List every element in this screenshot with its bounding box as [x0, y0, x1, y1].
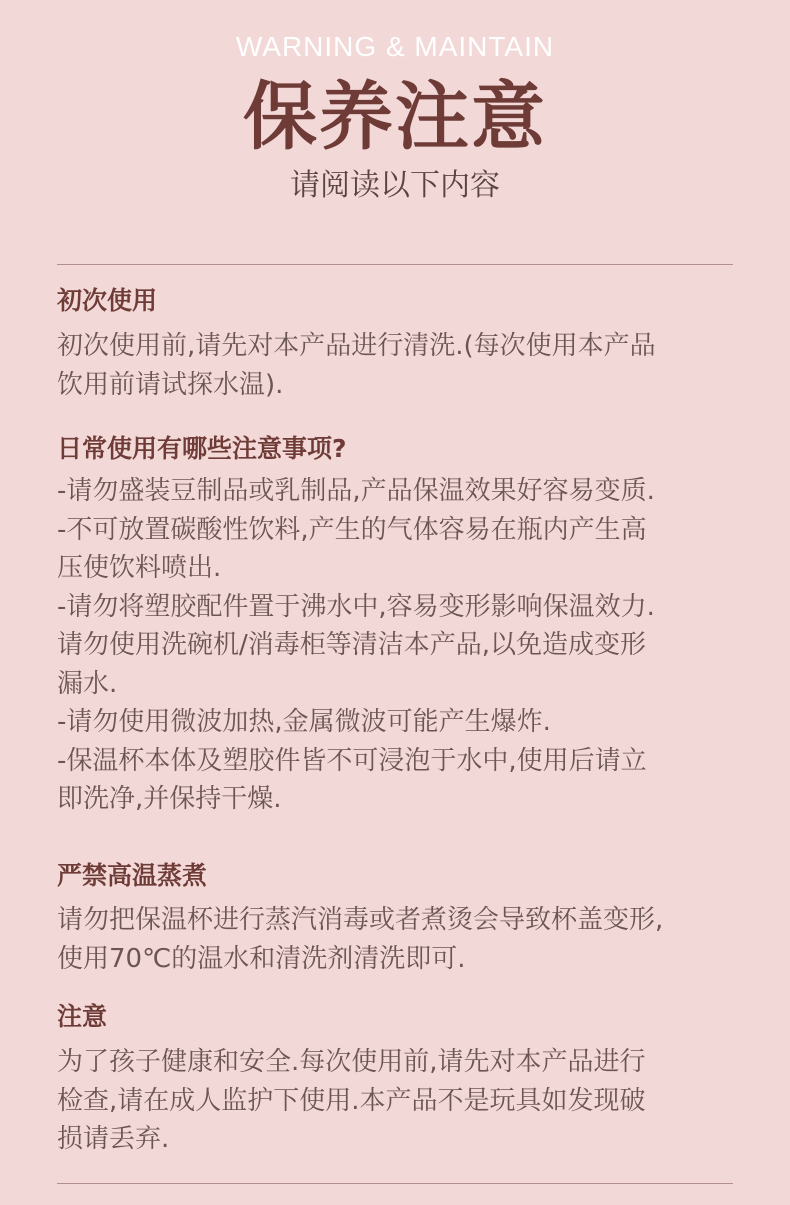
section-line: 即洗净,并保持干燥. [57, 784, 282, 814]
divider-bottom [57, 1183, 733, 1184]
section-line: -请勿使用微波加热,金属微波可能产生爆炸. [57, 707, 551, 737]
section-line: 请勿使用洗碗机/消毒柜等清洁本产品,以免造成变形 [57, 630, 647, 660]
section-heading: 初次使用 [57, 286, 158, 315]
section-line: 为了孩子健康和安全.每次使用前,请先对本产品进行 [57, 1047, 646, 1077]
divider-top [57, 264, 733, 265]
section-line: -请勿将塑胶配件置于沸水中,容易变形影响保温效力. [57, 591, 655, 622]
section-line: -不可放置碳酸性饮料,产生的气体容易在瓶内产生高 [57, 514, 647, 545]
section-line: 压使饮料喷出. [57, 553, 222, 583]
page-title: 保养注意 [243, 74, 547, 160]
section-line: 使用70℃的温水和清洗剂清洗即可. [57, 943, 466, 974]
section-line: 检查,请在成人监护下使用.本产品不是玩具如发现破 [57, 1085, 646, 1116]
section-heading: 严禁高温蒸煮 [57, 861, 208, 890]
section-heading: 日常使用有哪些注意事项? [57, 434, 347, 463]
section-line: -请勿盛装豆制品或乳制品,产品保温效果好容易变质. [57, 476, 655, 506]
section-daily-use [57, 432, 737, 819]
section-line: 损请丢弃. [57, 1124, 170, 1154]
header-eyebrow: WARNING & MAINTAIN [235, 31, 555, 62]
section-heading: 注意 [57, 1002, 108, 1031]
section-caution [57, 1000, 737, 1159]
section-first-use [57, 284, 737, 404]
section-line: 初次使用前,请先对本产品进行清洗.(每次使用本产品 [57, 331, 656, 361]
section-line: 饮用前请试探水温). [57, 369, 284, 400]
section-line: 漏水. [57, 668, 118, 699]
section-no-boiling [57, 859, 737, 978]
section-line: 请勿把保温杯进行蒸汽消毒或者煮烫会导致杯盖变形, [57, 905, 664, 935]
section-line: -保温杯本体及塑胶件皆不可浸泡于水中,使用后请立 [57, 745, 647, 776]
page-subtitle: 请阅读以下内容 [290, 168, 500, 203]
